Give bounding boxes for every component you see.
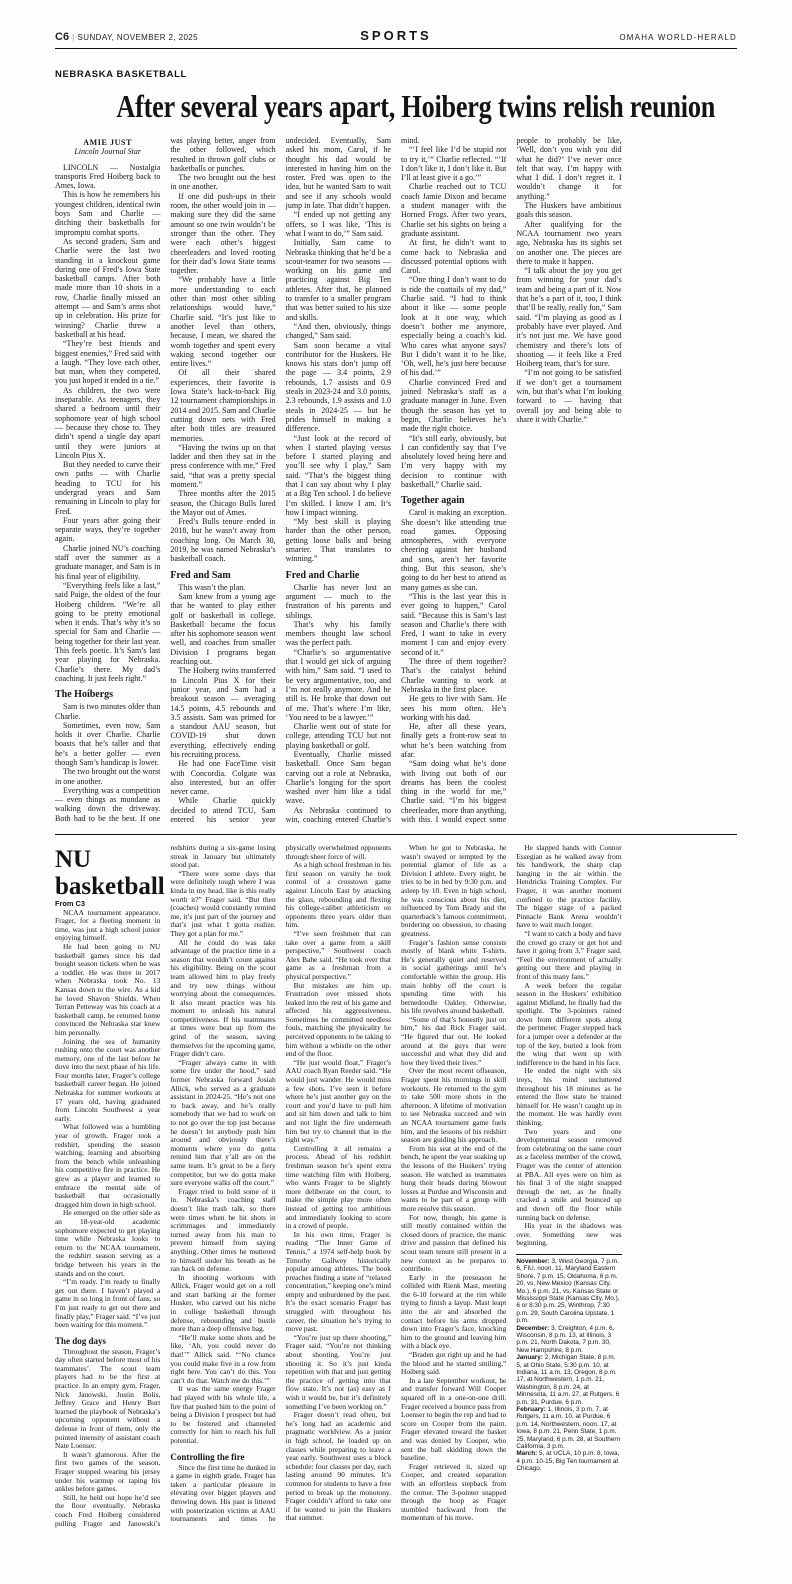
article-paragraph: He ended the night with six treys, his mind uncluttered throughout his 18 minutes as he entered the flow state he trained himself for. He wasn’t caught up in the moment. He was hardly even thinking.	[516, 1066, 622, 1127]
article-paragraph: Sometimes, even now, Sam holds it over Charlie. Charlie boasts that he’s taller and that he’s a better golfer — even though Sam’s handicap is lower.	[55, 720, 161, 767]
article-paragraph: “I’m ready. I’m ready to finally get out there. I haven’t played a game in so long in front of fans, so I’m just ready to get out there and finally play,” Frager said. “I’ve just been waiting for this moment.”	[55, 1277, 161, 1330]
article-paragraph: He had one FaceTime visit with Concordia. Colgate was also interested, but an offer never came.	[170, 759, 276, 797]
article-paragraph: He gets to live with Sam. He sees his mom often. He’s working with his dad.	[400, 694, 507, 722]
article-paragraph: The Huskers have ambitious goals this season.	[516, 201, 622, 220]
article-paragraph: “Braden got right up and he had the blood and he started smiling,” Hoiberg said.	[400, 1350, 507, 1377]
schedule-march: March: 5, at UCLA, 10 p.m. 8, Iowa, 4 p.m. 10-15, Big Ten tournament at Chicago.	[516, 1450, 620, 1473]
article-paragraph: “This is the last year this is ever going to happen,” Carol said. “Because this is Sam’s last season and Charlie’s there with Fred, I want to take in every moment I can and enjoy every second of it.”	[400, 591, 507, 657]
article-paragraph: Sam knew from a young age that he wanted to play either golf or basketball in college. Basketball became the focus after his sophomore season went well, and coaches from smaller Division I programs began reaching out.	[170, 591, 276, 667]
article-paragraph: Sam is two minutes older than Charlie.	[55, 702, 161, 721]
section-title: SPORTS	[360, 28, 432, 43]
article-paragraph: As a high school freshman in his first season on varsity he took control of a crosstown game against Lincoln East by attacking the glass, rebounding and flexing his college-caliber athleticism on opponents three years older than him.	[285, 860, 391, 930]
article-paragraph: He had been going to NU basketball games since his dad bought season tickets when he was a toddler. He was there in 2017 when Nebraska took No. 13 Kansas down to the wire. As a kid he loved Shavon Shields. When Terran Petteway was his coach at a basketball camp, he returned home convinced the Nebraska star knew him personally.	[55, 941, 161, 1037]
kicker: NEBRASKA BASKETBALL	[55, 69, 187, 80]
article-paragraph: He slapped hands with Connor Essegian as he walked away from his handiwork, the sharp clap hanging in the air within the Hendricks Training Complex. For Frager, it was another moment confined to the practice facility. The bigger stage of a packed Pinnacle Bank Arena wouldn’t have to wait much longer.	[516, 844, 622, 930]
article-paragraph: As Nebraska continued to win, coaching entered Charlie’s mind.	[285, 136, 420, 825]
article-paragraph: Sam soon became a vital contributor for the Huskers. He knows his stats don’t jump off the page — 3.4 points, 2.9 rebounds, 1.7 assists and 0.9 steals in 2023-24 and 3.0 points, 2.3 rebounds, 1.9 assists and 1.0 steals in 2024-25 — but he prides himself in making a difference.	[285, 340, 391, 434]
article-paragraph: The two brought out the best in one another.	[170, 173, 276, 192]
jump-headline: NU basketball	[55, 846, 165, 900]
article-paragraph: Three months after the 2015 season, the Chicago Bulls lured the Mayor out of Ames.	[170, 489, 276, 517]
article-paragraph: Controlling it all remains a process. Ahead of his redshirt freshman season he’s spent extra time watching film with Hoiberg, who wants Frager to be slightly more deliberate on the court, to make the simple play more often instead of getting too ambitious and immediately looking to score in a crowd of people.	[285, 1143, 391, 1231]
schedule-december: December: 3, Creighton, 4 p.m. 6, Wisconsin, 8 p.m. 13, at Illinois, 3 p.m. 21, North Dakota, 7 p.m. 30, New Hampshire, 8 p.m.	[516, 1324, 615, 1354]
article-paragraph: “I’m not going to be satisfied if we don’t get a tournament win, but that’s what I’m looking forward to — having that overall joy and being able to share it with Charlie.”	[516, 368, 622, 424]
article-paragraph: In a late September workout, he and transfer forward Will Cooper squared off in a one-on-one drill. Frager received a bounce pass from Loenser to begin the rep and had to score on Cooper from the paint. Frager elevated toward the basket and was denied by Cooper, who sent the ball skidding down the baseline.	[400, 1375, 507, 1463]
paper-name: OMAHA WORLD-HERALD	[619, 33, 737, 42]
article-paragraph: “I ended up not getting any offers, so I was like, ‘This is what I want to do,’” Sam said.	[285, 210, 391, 238]
article-paragraph: A week before the regular season in the Huskers’ exhibition against Midland, he finally had the spotlight. The 3-pointers rained down from different spots along the perimeter. Frager stepped back for a jumper over a defender at the top of the key, buried a look from the wing that went up with indifference to the hand in his face.	[516, 980, 622, 1067]
continuation-line: From C3	[55, 899, 85, 908]
article-paragraph: “One thing I don’t want to do is ride the coattails of my dad,” Charlie said. “I had to think about it like — some people look at it one way, which doesn’t bother me anymore, especially being a coach’s kid. Who cares what anyone says? But I didn’t want it to be like, ‘Oh, well, he’s just here because of his dad.’”	[400, 275, 507, 378]
article-paragraph: When he got to Nebraska, he wasn’t swayed or tempted by the potential glamor of life as a Division I athlete. Every night, he tries to be in bed by 9:30 p.m. and asleep by 10. Even in high school, he was conscious about his diet, influenced by Tom Brady and the quarterback’s famous commitment, bordering on obsession, to chasing greatness.	[400, 844, 507, 938]
article-paragraph: “Some of that’s honestly just on him,” his dad Rick Frager said. “He figured that out. He looked around at the guys that were successful and what they did and how they lived their lives.”	[400, 1014, 507, 1067]
article-paragraph: But mistakes ate him up. Frustration over missed shots leaked into the rest of his game and affected his aggressiveness. Sometimes he committed needless fouls, matching the physicality he perceived opponents to be taking to him without a whistle on the other end of the floor.	[285, 980, 391, 1059]
article-paragraph: Initially, Sam came to Nebraska thinking that he’d be a scout-teamer for two seasons — working on his game and practicing against Big Ten athletes. After that, he planned to transfer to a smaller program that was better suited to his size and skills.	[285, 238, 391, 322]
article-paragraph: It wasn’t glamorous. After the first two games of the season, Frager stopped wearing his jersey under his warmup or taping his ankles before games.	[55, 1449, 161, 1494]
article-paragraph: “It’s still early, obviously, but I can confidently say that I’ve absolutely loved being here and I’m very happy with my decision to continue with basketball,” Charlie said.	[400, 433, 507, 489]
section-subhead: Fred and Sam	[170, 569, 231, 581]
article-paragraph: “I’ve seen freshmen that can take over a game from a skill perspective,” Southwest coach Alex Bahe said. “He took over that game as a freshman from a physical perspective.”	[285, 928, 391, 981]
article-paragraph: While Charlie quickly decided to attend TCU, Sam entered his senior year undecided. Eventually, Sam asked his mom, Carol, if he thought his dad would be interested in having him on the roster. Fred was open to the idea, but he wanted Sam to wait and see if any schools would jump in late. That didn’t happen.	[170, 136, 391, 825]
article-paragraph: At first, he didn’t want to come back to Nebraska and discussed potential options with Carol.	[400, 238, 507, 276]
article-paragraph: It was the same energy Frager had played with his whole life, a fire that pushed him to the point of being a Division I prospect but had to be fostered and channeled correctly for him to reach his full potential.	[170, 1384, 276, 1445]
article-paragraph: Charlie has never lost an argument — much to the frustration of his parents and siblings.	[285, 582, 391, 620]
article-paragraph: Joining the sea of humanity rushing onto the court was another memory, one of the last before he dove into the next phase of his life. Four months later, Frager’s college basketball career began. He joined Nebraska for summer workouts at 17 years old, having graduated from Lincoln Southwest a year early.	[55, 1036, 161, 1123]
article-paragraph: Two years and one developmental season removed from celebrating on the same court as a faceless member of the crowd, Frager was the center of attention at PBA. All eyes were on him as his final 3 of the night snapped through the net, as he finally cracked a smile and bounced up and down off the floor while running back on defense.	[516, 1126, 622, 1222]
article-paragraph: “Just look at the record of when I started playing versus before I started playing and you’ll see why I play,” Sam said. “That’s the biggest thing that I can say about why I play at a Big Ten school. I do believe I’m skilled. I know I am. It’s how I impact winning.	[285, 433, 391, 517]
article-paragraph: He emerged on the other side as an 18-year-old academic sophomore expected to get playing time while Nebraska looks to return to the NCAA tournament, the redshirt season serving as a bridge between his years in the stands and on the court.	[55, 1208, 161, 1278]
article-paragraph: This is how he remembers his youngest children, identical twin boys Sam and Charlie — ditching their basketballs for impromptu combat sports.	[55, 190, 161, 237]
lead-article-body	[55, 136, 737, 828]
article-paragraph: Frager tried to hold some of it in. Nebraska’s coaching staff doesn’t like trash talk, so there were times when he hit shots in scrimmages and immediately turned away from his man to prevent himself from saying anything. Other times he muttered to himself under his breath as he ran back on defense.	[170, 1186, 276, 1274]
section-subhead: Fred and Charlie	[285, 569, 360, 581]
article-paragraph: All he could do was take advantage of the practice time in a season that wouldn’t count against his eligibility. Being on the scout team allowed him to play freely and try new things without worrying about the consequences. It also meant practice was his moment to unleash his natural competitiveness. If his teammates at times were beat up from the grind of the season, saving themselves for the upcoming game, Frager didn’t care.	[170, 937, 276, 1059]
article-divider	[55, 834, 737, 835]
schedule-february: February: 1, Illinois, 3 p.m. 7, at Rutgers, 11 a.m. 10, at Purdue, 6 p.m. 14, Northwestern, noon. 17, at Iowa, 8 p.m. 21, Penn State, 1 p.m. 25, Maryland, 6 p.m. 28, at Southern California, 3 p.m.	[516, 1406, 621, 1451]
article-paragraph: “Everything feels like a last,” said Paige, the oldest of the four Hoiberg children. “We’re all going to be pretty emotional when it ends. That’s why it’s so special for Sam and Charlie — being together for their last year. This feels poetic. It’s Sam’s last year playing for Nebraska. Charlie’s there. My dad’s coaching. It just feels right.”	[55, 580, 161, 683]
article-paragraph: If one did push-ups in their room, the other would join in — making sure they did the same amount so one twin wouldn’t be stronger than the other. They were each other’s biggest cheerleaders and loved rooting for their dad’s Iowa State teams together.	[170, 191, 276, 276]
article-paragraph: Over the most recent offseason, Frager spent his mornings in skill workouts. He returned to the gym to take 500 more shots in the afternoon. A lifetime of motivation to see Nebraska succeed and win an NCAA tournament game fuels him, and the lessons of his redshirt season are guiding his approach.	[400, 1066, 507, 1145]
article-paragraph: After qualifying for the NCAA tournament two years ago, Nebraska has its sights set on another one. The pieces are there to make it happen.	[516, 219, 622, 266]
article-paragraph: Still, he held out hope he’d see the floor eventually. Nebraska coach Fred Hoiberg considered pulling Frager and Janowski’s redshirts during a six-game losing streak in January but ultimately stood pat.	[55, 844, 276, 1528]
article-paragraph: Frager retrieved it, sized up Cooper, and created separation with an effortless stepback from the corner. The 3-pointer snapped through the hoop as Frager stumbled backward from the momentum of his move.	[400, 1461, 507, 1523]
article-paragraph: LINCOLN — Nostalgia transports Fred Hoiberg back to Ames, Iowa.	[55, 162, 161, 191]
article-paragraph: This wasn’t the plan.	[178, 582, 246, 592]
article-paragraph: For now, though, his game is still mostly contained within the closed doors of practice, the manic drive and passion that defined his scout team tenure still present in a new context as he prepares to contribute.	[400, 1212, 507, 1274]
folio-separator: |	[72, 33, 75, 42]
article-paragraph: Fred’s Bulls tenure ended in 2018, but he wasn’t away from coaching long. On March 30, 2019, he was named Nebraska’s basketball coach.	[170, 517, 276, 564]
jump-article-body	[55, 844, 737, 1532]
section-subhead: Controlling the fire	[170, 1451, 245, 1462]
article-paragraph: Charlie joined NU’s coaching staff over the summer as a graduate manager, and Sam is in his final year of eligibility.	[55, 543, 161, 581]
section-subhead: The dog days	[55, 1335, 107, 1346]
article-paragraph: Four years after going their separate ways, they’re together again.	[55, 515, 161, 544]
article-paragraph: “He’ll make some shots and be like, ‘Ah, you could never do that!’” Allick said. “‘No chance you could make five in a row from right here. You can’t do this. You can’t do that. Watch me do this.’”	[170, 1332, 276, 1385]
article-paragraph: Everything was a competition — even things as mundane as walking down the driveway. Both had to be the best. If one was playing better, anger from the other followed, which resulted in thrown golf clubs or basketballs or punches.	[55, 136, 276, 823]
article-paragraph: As children, the two were inseparable. As teenagers, they shared a bedroom until their sophomore year of high school — because they chose to. They didn’t spend a single day apart until they were juniors at Lincoln Pius X.	[55, 385, 161, 460]
article-paragraph: That’s why his family members thought law school was the perfect path.	[285, 619, 391, 648]
article-paragraph: Carol is making an exception. She doesn’t like attending true road games. Opposing atmospheres, with everyone cheering against her husband and sons, aren’t her favorite thing. But this season, she’s going to do her best to attend as many games as she can.	[400, 508, 507, 592]
article-paragraph: Charlie reached out to TCU coach Jamie Dixon and became a student manager with the Horned Frogs. After two years, Charlie set his sights on being a graduate assistant.	[400, 182, 507, 238]
article-paragraph: From his seat at the end of the bench, he spent the year soaking up the lessons of the Huskers’ trying season. He watched as teammates hung their heads during blowout losses at Purdue and Wisconsin and wants to be part of a group with more resolve this season.	[400, 1143, 507, 1213]
article-paragraph: “Frager always came in with some fire under the hood,” said former Nebraska forward Josiah Allick, who served as a graduate assistant in 2024-25. “He’s not one to back away, and he’s really somebody that we had to work on to not go over the top just because he doesn’t let anybody push him around and obviously there’s moments where you do gotta remind him that y’all are on the same team. It’s great to be a fiery competitor, but we do gotta make sure everyone walks off the court.”	[170, 1057, 276, 1188]
article-paragraph: The two brought out the worst in one another.	[55, 767, 161, 786]
article-paragraph: Charlie convinced Fred and joined Nebraska’s staff as a graduate manager in June. Even though the season has yet to begin, Charlie believes he’s made the right choice.	[400, 377, 507, 434]
article-paragraph: “They’re best friends and biggest enemies,” Fred said with a laugh. “They love each other, but man, when they competed, you just hoped it ended in a tie.”	[55, 339, 161, 386]
section-subhead: The Hoibergs	[55, 689, 114, 701]
article-paragraph: “You’re just up there shooting,” Frager said. “You’re not thinking about shooting. You’re just shooting it. So it’s just kinda repetition with that and just getting the practice of getting into that flow state. It’s not (as) easy as I wish it would be, but it’s definitely something I’ve been working on.”	[285, 1332, 391, 1411]
article-paragraph: Frager doesn’t read often, but he’s long had an academic and pragmatic worldview. As a junior in high school, he loaded up on classes while preparing to leave a year early. Southwest uses a block schedule: four classes per day, each lasting around 90 minutes. It’s common for students to have a free period to break up the monotony. Frager couldn’t afford to take one if he wanted to join the Huskers that summer.	[285, 1410, 391, 1523]
article-paragraph: As second graders, Sam and Charlie were the last two standing in a knockout game during one of Fred’s Iowa State basketball camps. After both made more than 10 shots in a row, Charlie finally missed an attempt — and Sam’s arms shot up in celebration. His prize for winning? Charlie threw a basketball at his head.	[55, 236, 161, 339]
article-paragraph: “‘I feel like I’d be stupid not to try it,’” Charlie reflected. “‘If I don’t like it, I don’t like it. But I’ll at least give it a go.’”	[400, 145, 507, 183]
article-paragraph: “There were some days that were definitely tough where I was kinda in my head, like is this really worth it?” Frager said. “But then (coaches) would constantly remind me, it’s just part of the journey and that’s just what I gotta realize. They got a plan for me.”	[170, 868, 276, 938]
article-paragraph: In shooting workouts with Allick, Frager would get on a roll and start barking at the former Husker, who carved out his niche in college basketball through defense, rebounding and hustle more than a deep offensive bag.	[170, 1272, 276, 1334]
article-paragraph: “My best skill is playing harder than the other person, getting loose balls and being smarter. That translates to winning.”	[285, 517, 391, 564]
article-paragraph: “And then, obviously, things changed,” Sam said.	[285, 321, 391, 341]
article-paragraph: The Hoiberg twins transferred to Lincoln Pius X for their junior year, and Sam had a breakout season — averaging 14.5 points, 4.5 rebounds and 3.5 assists. Sam was primed for a standout AAU season, but COVID-19 shut down everything, effectively ending his recruiting process.	[170, 666, 276, 759]
section-subhead: Together again	[400, 495, 465, 507]
article-paragraph: Of all their shared experiences, their favorite is Iowa State’s back-to-back Big 12 tournament championships in 2014 and 2015. Sam and Charlie cutting down nets with Fred after both titles are treasured memories.	[170, 368, 276, 443]
article-paragraph: “Charlie’s so argumentative that I would get sick of arguing with him,” Sam said. “I used to be very argumentative, too, and I’m not really anymore. And he still is. He broke that down out of me. That’s where I’m like, ‘You need to be a lawyer.’”	[285, 647, 391, 722]
folio-line	[55, 31, 360, 43]
article-paragraph: He, after all these years, finally gets a front-row seat to what he’s been watching from afar.	[400, 722, 507, 759]
schedule-november: November: 3, West Georgia, 7 p.m. 6, FIU, noon. 11, Maryland Eastern Shore, 7 p.m. 15, Oklahoma, 6 p.m. 20, vs. New Mexico (Kansas City, Mo.), 6 p.m. 21, vs. Kansas State or Mississippi State (Kansas City, Mo.), 6 or 8:30 p.m. 25, Winthrop, 7:30 p.m. 29, South Carolina Upstate, 1 p.m.	[516, 1254, 621, 1325]
article-paragraph: His year in the shadows was over. Something new was beginning.	[516, 1221, 622, 1248]
masthead	[55, 28, 737, 49]
schedule-january: January: 2, Michigan State, 8 p.m. 5, at Ohio State, 5:30 p.m. 10, at Indiana, 11 a.m. 13, Oregon, 8 p.m. 17, at Northwestern, 1 p.m. 21, Washington, 8 p.m. 24, at Minnesota, 11 a.m. 27, at Rutgers, 6 p.m. 31, Purdue, 6 p.m.	[516, 1354, 620, 1406]
article-paragraph: “Sam doing what he’s done with living out both of our dreams has been the coolest thing in the world for me,” Charlie said. “I’m his biggest cheerleader, more than anything, with this. I would expect some people to probably be like, ‘Well, don’t you wish you did what he did?’ I’ve never once felt that way. I’m happy with what I did. I don’t regret it. I wouldn’t change it for anything.”	[400, 136, 622, 825]
article-paragraph: NCAA tournament appearance. Frager, for a fleeting moment in time, was just a high school junior enjoying himself.	[55, 907, 161, 943]
date-label: SUNDAY, NOVEMBER 2, 2025	[77, 33, 199, 42]
article-paragraph: But they needed to carve their own paths — with Charlie heading to TCU for his undergrad years and Sam remaining in Lincoln to play for Fred.	[55, 460, 161, 516]
article-paragraph: “Having the twins up on that ladder and then they sat in the press conference with me,” Fred said, “that was a pretty special moment.”	[170, 442, 276, 489]
article-paragraph: Throughout the season, Frager’s day often started before most of his teammates’. The scout team players had to be the first at practice. In an empty gym, Frager, Nick Janowski, Justin Bolis, Jeffrey Grace and Henry Burt learned the playbook of Nebraska’s upcoming opponent without a defense in front of them, only the pointed intensity of assistant coach Nate Loenser.	[55, 1346, 161, 1451]
article-paragraph: In his own time, Frager is reading “The Inner Game of Tennis,” a 1974 self-help book by Timothy Gallwey historically popular among athletes. The book preaches finding a state of “relaxed concentration,” keeping one’s mind empty and unburdened by the past. It’s the exact scenario Frager has struggled with throughout his career, the situation he’s trying to move past.	[285, 1229, 391, 1334]
article-paragraph: Since the first time he dunked in a game in eighth grade, Frager has taken a particular pleasure in elevating over bigger players and throwing down. His past is littered with posterization victims at AAU tournaments and times he physically overwhelmed opponents through sheer force of will.	[170, 844, 391, 1524]
byline-credit: Lincoln Journal Star	[74, 147, 141, 157]
article-paragraph: Charlie went out of state for college, attending TCU but not playing basketball or golf.	[285, 722, 391, 750]
article-paragraph: “I want to catch a body and have the crowd go crazy or get hot and have it going from 3,” Frager said. “Feel the environment of actually getting out there and playing in front of this many fans.”	[516, 928, 622, 981]
article-paragraph: “He just would float,” Frager’s AAU coach Ryan Reeder said. “He would just wander. He would miss a few shots. I’ve seen it before where he’s just another guy on the court and you’d have to pull him and sit him down and talk to him and not light the fire underneath him but try to channel that in the right way.”	[285, 1057, 391, 1145]
article-paragraph: “We probably have a little more understanding to each other than most other sibling relationships would have,” Charlie said. “It’s just like to another level than others, because, I mean, we shared the womb together and spent every waking second together our entire lives.”	[170, 275, 276, 369]
article-paragraph: The three of them together? That’s the catalyst behind Charlie wanting to work at Nebraska in the first place.	[400, 657, 507, 694]
lead-headline: After several years apart, Hoiberg twins relish reunion	[116, 88, 716, 124]
article-paragraph: Early in the preseason he collided with Rienk Mast, meeting the 6-10 forward at the rim while trying to finish a layup. Mast leapt into the air and absorbed the contact before his arms dropped down into Frager’s face, knocking him to the ground and leaving him with a black eye.	[400, 1272, 507, 1351]
article-paragraph: Frager’s fashion sense consists mostly of blank white T-shirts. He’s generally quiet and reserved in social gatherings until he’s comfortable within the group. His main hobby off the court is spending time with his bernedoodle Oakley. Otherwise, his life revolves around basketball.	[400, 937, 507, 1016]
page-label: C6	[55, 31, 70, 43]
article-paragraph: What followed was a humbling year of growth. Frager took a redshirt, spending the season watching, learning and absorbing from the bench while unleashing his competitive fire in practice. He grew as a player and learned to embrace the mental side of basketball that occasionally dragged him down in high school.	[55, 1122, 161, 1209]
byline: AMIE JUST	[83, 138, 133, 147]
article-paragraph: “I talk about the joy you get from winning for your dad’s team and being a part of it. Now that he’s a part of it, too, I think that’ll be really, really fun,” Sam said. “I’m playing as good as I probably have ever played. And it’s not just me. We have good chemistry and there’s lots of shooting — it feels like a Fred Hoiberg team, that’s for sure.	[516, 266, 622, 369]
article-paragraph: Eventually, Charlie missed basketball. Once Sam began carving out a role at Nebraska, Charlie’s longing for the sport washed over him like a tidal wave.	[285, 750, 391, 806]
